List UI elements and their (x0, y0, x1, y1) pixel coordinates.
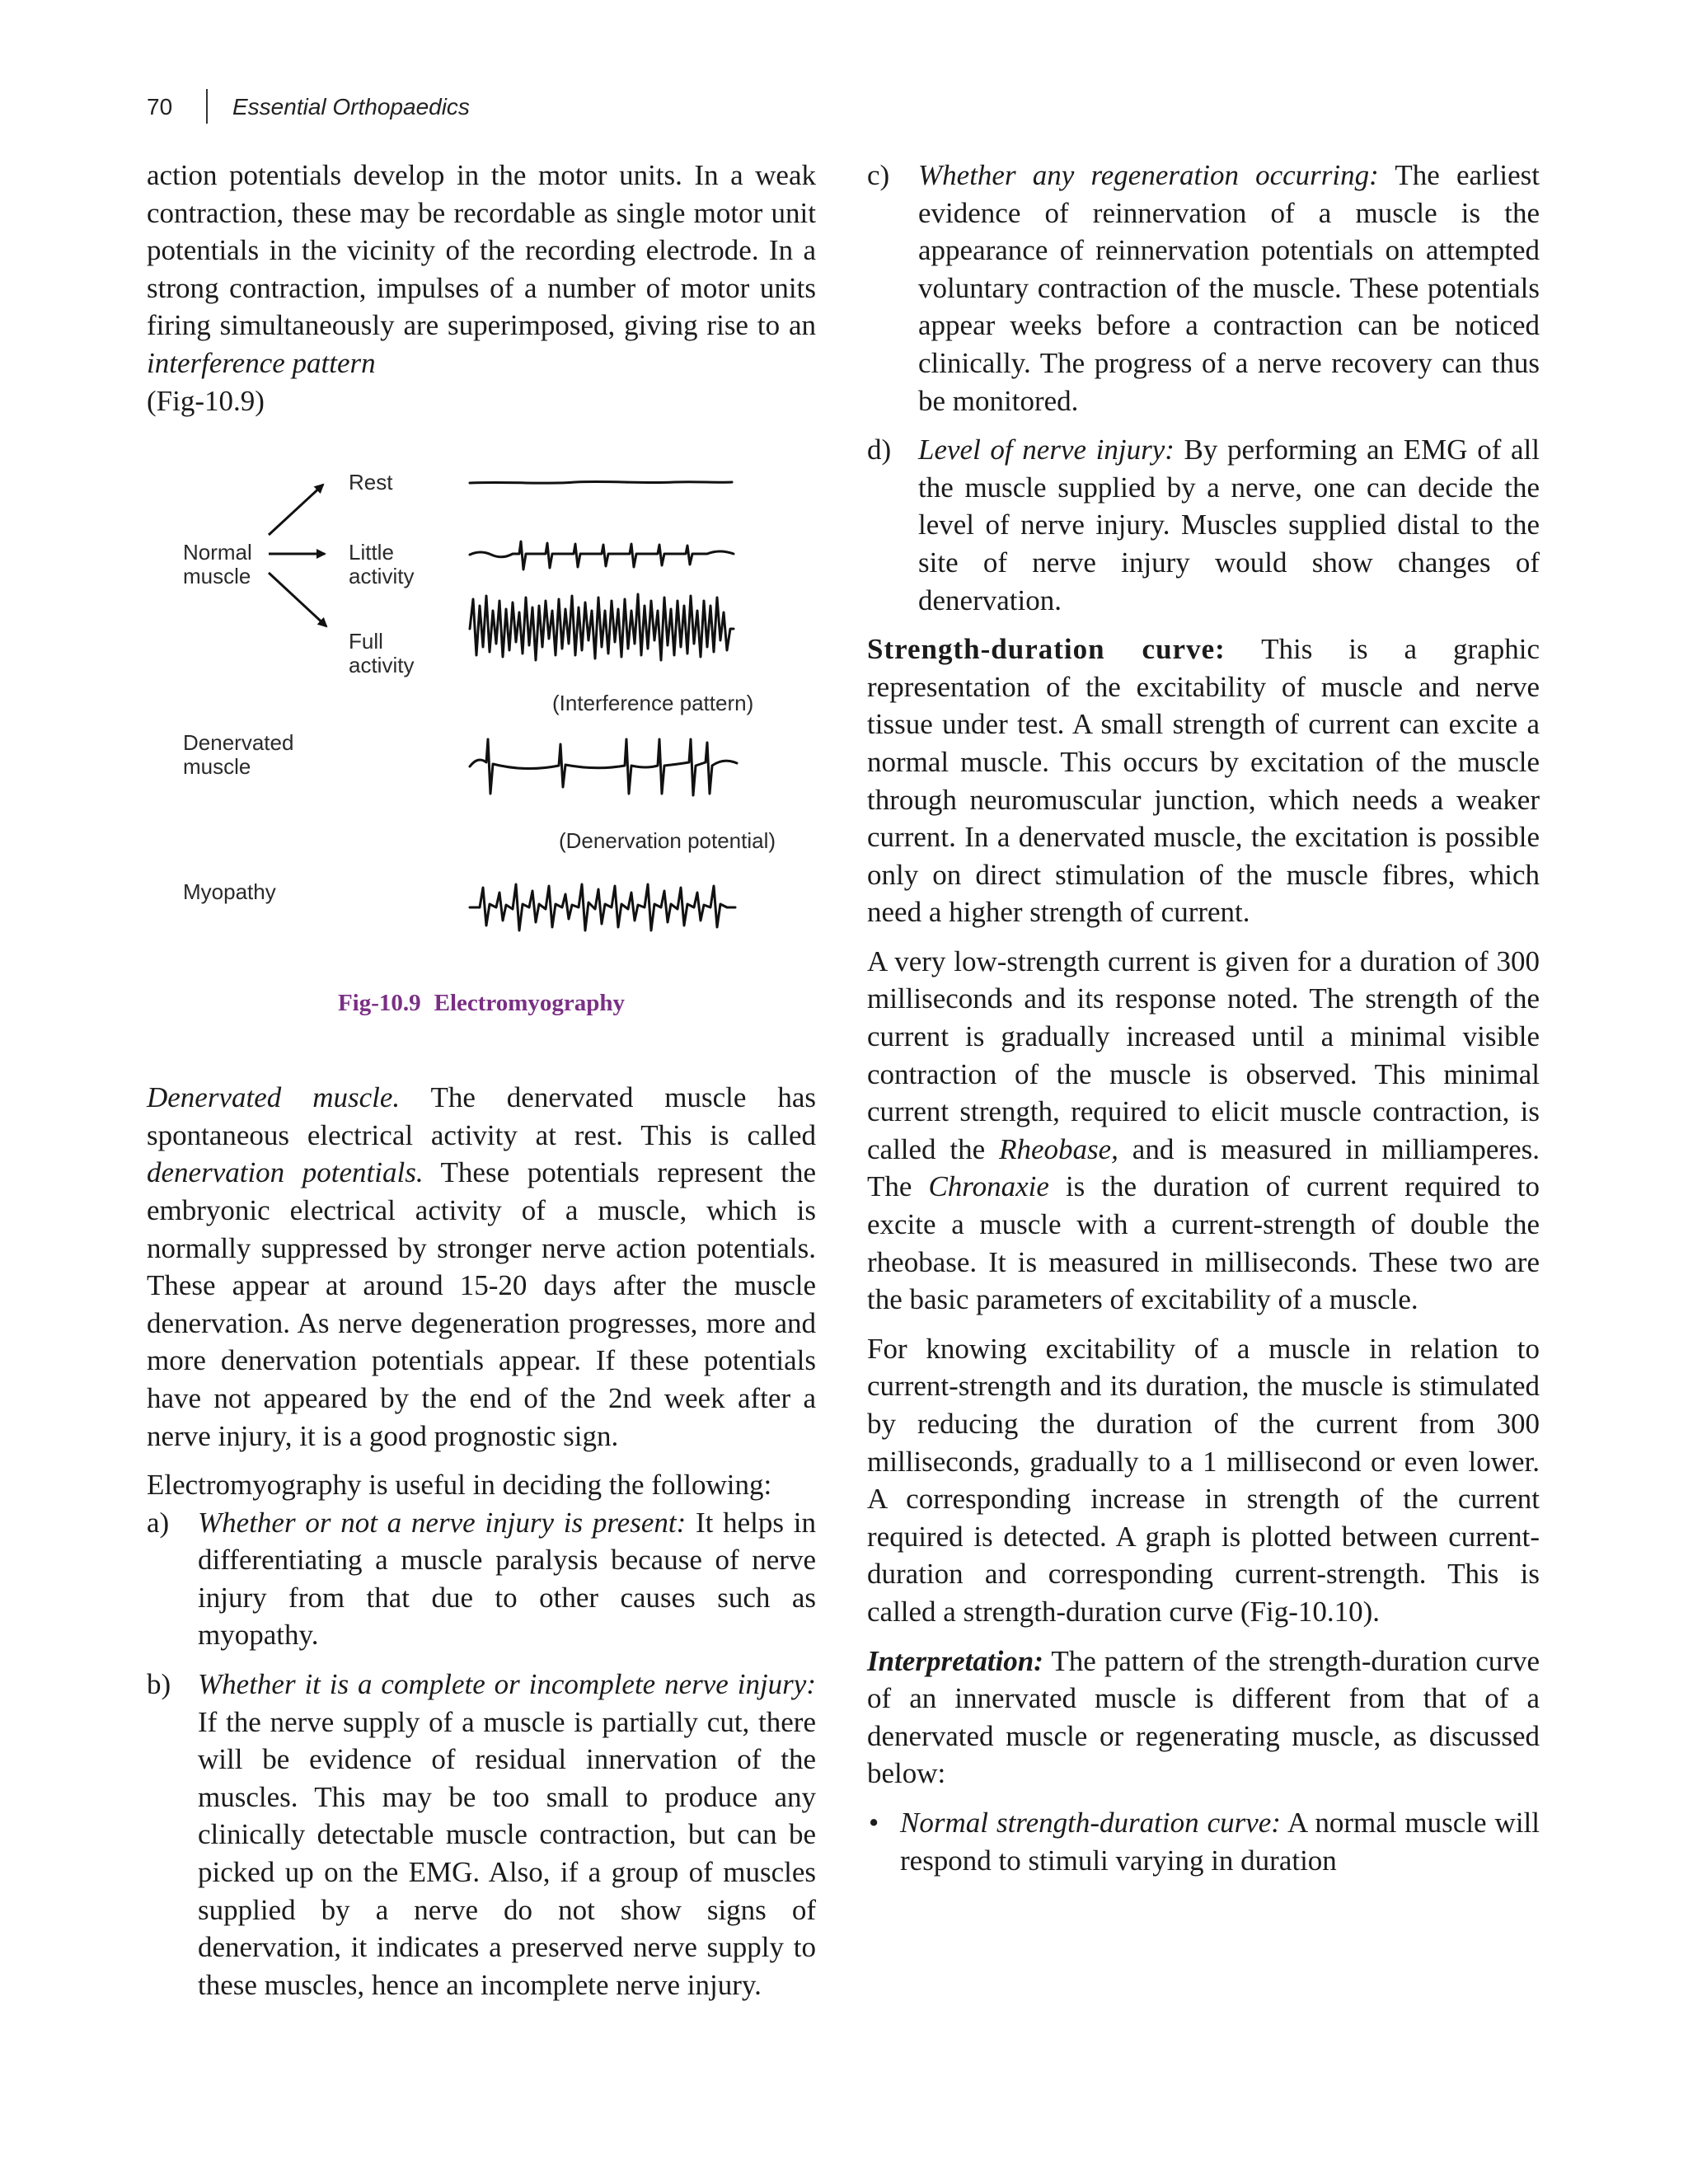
label-muscle: muscle (183, 564, 251, 589)
paragraph-interpretation: Interpretation: The pattern of the strength-duration curve of an innervated muscle is different from that of a denervated muscle or regenerating muscle, as discussed below: (867, 1644, 1540, 1790)
left-column (147, 157, 816, 2004)
arrow-to-full-activity (269, 573, 326, 626)
label-denervation-potential: (Denervation potential) (559, 828, 776, 854)
trace-little-activity (470, 541, 734, 569)
label-activity-full: activity (349, 653, 415, 678)
emphasis-interference-pattern: interference pattern (147, 346, 376, 379)
trace-full-activity (470, 594, 734, 660)
paragraph-denervated: Denervated muscle. The denervated muscle has spontaneous electrical activity at rest. This is called denervation potentials. These potentials represent the embryonic electrical activity of a muscle, which is normally suppressed by stronger nerve action potentials. These appear at around 15-20 days after the muscle denervation. As nerve degeneration progresses, more and more denervation potentials appear. If these potentials have not appeared by the end of the 2nd week after a nerve injury, it is a good prognostic sign. (147, 1081, 816, 1452)
list-item-c: c) Whether any regeneration occurring: The earliest evidence of reinnervation of a muscle is the appearance of reinnervation potentials on attempted voluntary contraction of the muscle. These potentials appear weeks before a contraction can be noticed clinically. The progress of a nerve recovery can thus be monitored. (867, 159, 1540, 417)
caption-title: Electromyography (434, 990, 626, 1017)
list-item-b: b) Whether it is a complete or incomplete nerve injury: If the nerve supply of a muscle is partially cut, there will be evidence of residual innervation of the muscles. This may be too small to produce any clinically detectable muscle contraction, but can be picked up on the EMG. Also, if a group of muscles supplied by a nerve do not show signs of denervation, it indicates a preserved nerve supply to these muscles, hence an incomplete nerve injury. (147, 1668, 816, 2001)
label-denervated-muscle: muscle (183, 754, 251, 780)
bullet-normal-curve: • Normal strength-duration curve: A normal muscle will respond to stimuli varying in duration (869, 1806, 1540, 1877)
book-title: Essential Orthopaedics (232, 94, 470, 120)
paragraph-useful: Electromyography is useful in deciding the following: (147, 1469, 772, 1502)
label-full: Full (349, 629, 383, 654)
label-rest: Rest (349, 470, 393, 495)
trace-myopathy (470, 884, 735, 930)
caption-number: Fig-10.9 (337, 990, 421, 1017)
label-myopathy: Myopathy (183, 879, 276, 905)
label-little: Little (349, 540, 394, 565)
paragraph-intro: action potentials develop in the motor units. In a weak contraction, these may be recordable as single motor unit potentials in the vicinity of the recording electrode. In a strong contraction, impulses of a number of motor units firing simultaneously are superimposed, giving rise to an interference pattern (Fig-10.9) (147, 159, 816, 417)
figure-electromyography (147, 449, 816, 1059)
label-activity-little: activity (349, 564, 415, 589)
header-divider (206, 89, 208, 124)
arrow-to-rest (269, 485, 323, 535)
paragraph-strength-duration: Strength-duration curve: This is a graphic representation of the excitability of muscle and nerve tissue under test. A small strength of current can excite a normal muscle. This occurs by excitation of the muscle through neuromuscular junction, which needs a weaker current. In a denervated muscle, the excitation is possible only on direct stimulation of the muscle fibres, which need a higher strength of current. (867, 633, 1540, 929)
label-normal: Normal (183, 540, 252, 565)
trace-rest (470, 482, 732, 484)
list-item-a: a) Whether or not a nerve injury is present: It helps in differentiating a muscle paralysis because of nerve injury from that due to other causes such as myopathy. (147, 1506, 816, 1652)
figure-caption (147, 985, 816, 1023)
paragraph-knowing: For knowing excitability of a muscle in relation to current-strength and its duration, the muscle is stimulated by reducing the duration of the current from 300 milliseconds, gradually to a 1 millisecond or even lower. A corresponding increase in strength of the current required is detected. A graph is plotted between current-duration and corresponding current-strength. This is called a strength-duration curve (Fig-10.10). (867, 1332, 1540, 1628)
right-column (867, 157, 1540, 1879)
label-denervated: Denervated (183, 730, 294, 756)
paragraph-low-strength: A very low-strength current is given for a duration of 300 milliseconds and its response noted. The strength of the current is gradually increased until a minimal visible contraction of the muscle is observed. This minimal current strength, required to elicit muscle contraction, is called the Rheobase, and is measured in milliamperes. The Chronaxie is the duration of current required to excite a muscle with a current-strength of double the rheobase. It is measured in milliseconds. These two are the basic parameters of excitability of a muscle. (867, 944, 1540, 1316)
label-interference-pattern: (Interference pattern) (552, 691, 754, 716)
emg-diagram (147, 449, 816, 977)
page-number: 70 (147, 94, 173, 120)
list-item-d: d) Level of nerve injury: By performing an EMG of all the muscle supplied by a nerve, one can decide the level of nerve injury. Muscles supplied distal to the site of nerve injury would show changes of denervation. (867, 434, 1540, 616)
trace-denervated (470, 739, 737, 795)
